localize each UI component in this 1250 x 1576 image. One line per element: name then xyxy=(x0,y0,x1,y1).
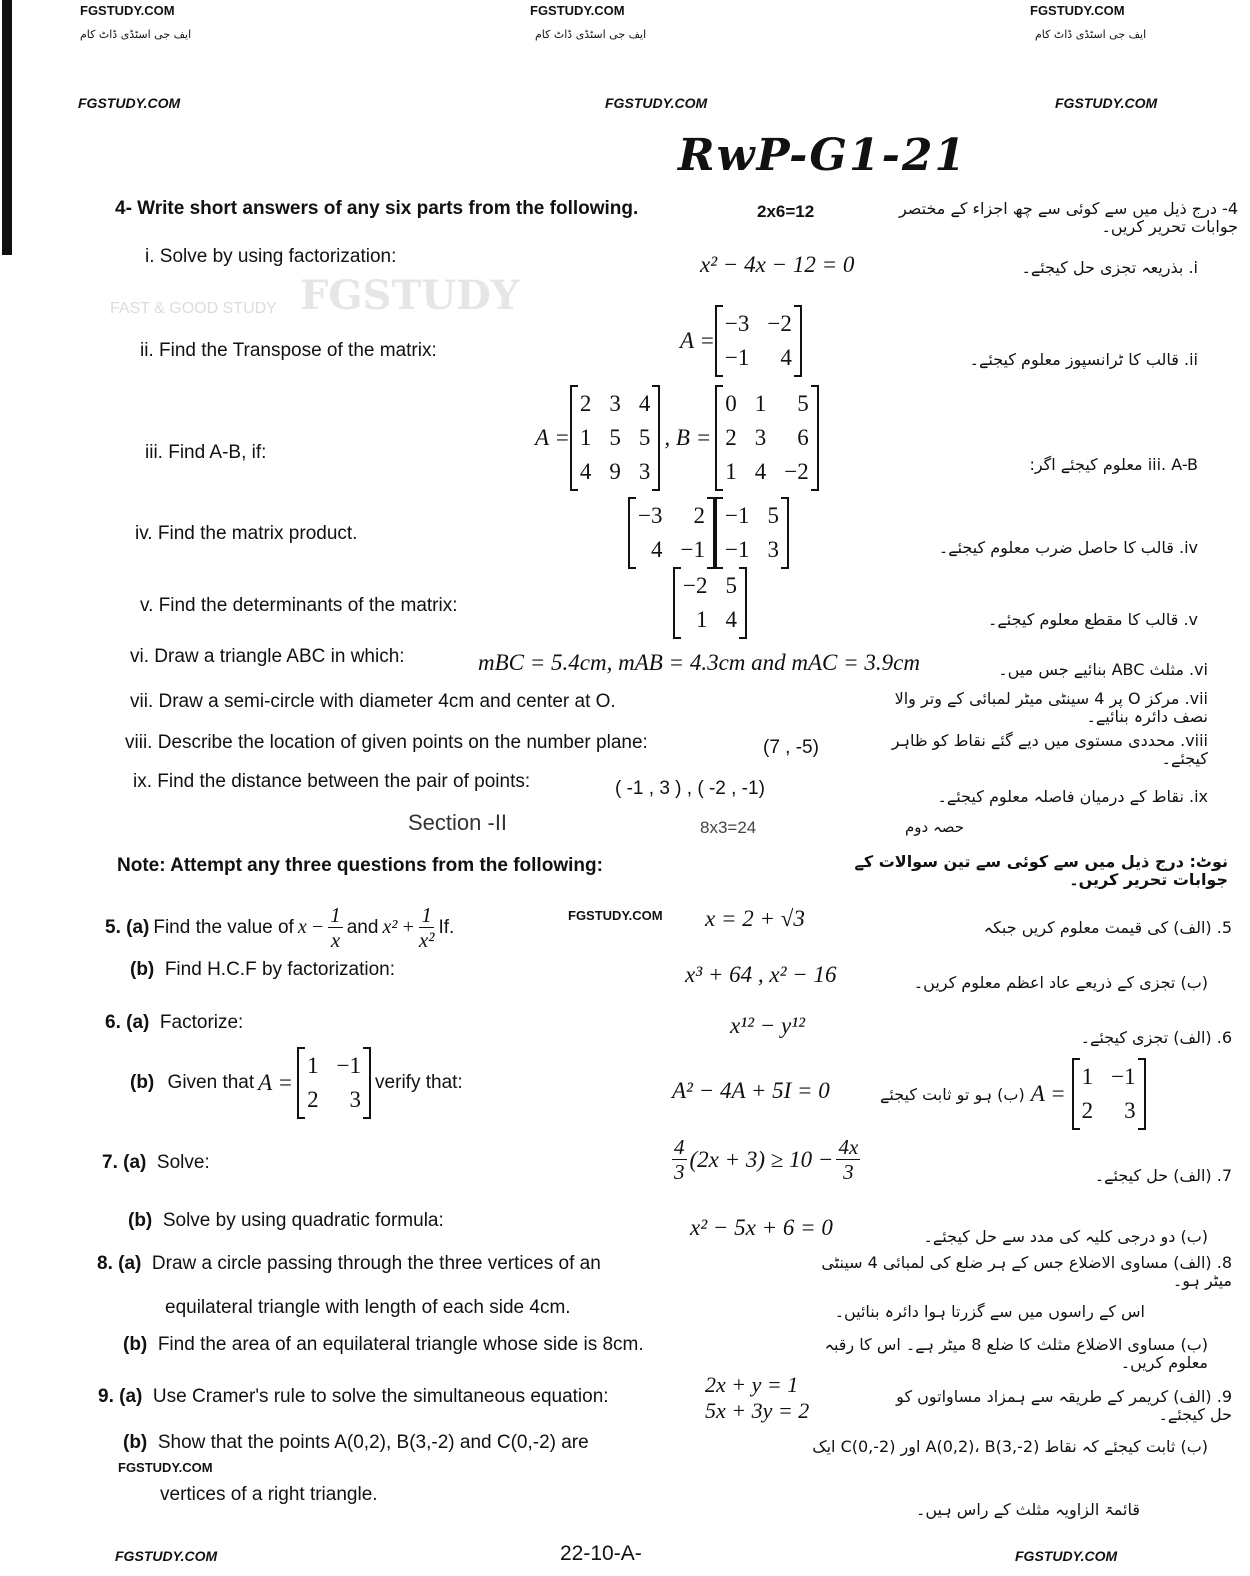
q4-v-text: v. Find the determinants of the matrix: xyxy=(140,595,458,616)
note-urdu: نوٹ: درج ذیل میں سے کوئی سے تین سوالات کے جوابات تحریر کریں۔ xyxy=(854,852,1228,889)
q6-a-urdu: 6. (الف) تجزی کیجئے۔ xyxy=(1080,1028,1232,1047)
matrix-right xyxy=(715,497,789,569)
header-watermark-right: FGSTUDY.COM xyxy=(1030,3,1125,18)
q4-iv-matrix-expr xyxy=(628,497,789,569)
q4-ii-text: ii. Find the Transpose of the matrix: xyxy=(140,340,437,361)
matrix-bracket xyxy=(1072,1058,1146,1130)
q5-a-number: 5. (a) xyxy=(105,916,150,938)
matrix-cell: 5 xyxy=(725,573,737,598)
matrix-cell: 2 xyxy=(693,503,705,528)
q4-v-matrix-expr xyxy=(673,567,747,639)
matrix-cell: 4 xyxy=(638,391,651,416)
if-text: If. xyxy=(438,916,455,938)
q6-b-math: A² − 4A + 5I = 0 xyxy=(672,1078,830,1103)
matrix-cell: 4 xyxy=(579,459,592,484)
matrix-cell: 3 xyxy=(349,1087,362,1112)
q8-b-urdu: (ب) مساوی الاضلاع مثلث کا ضلع 8 میٹر ہے۔ اس کا رقبہ معلوم کریں۔ xyxy=(824,1335,1208,1372)
q8-b-number: (b) xyxy=(123,1334,148,1355)
q9-a-number: 9. (a) xyxy=(98,1386,143,1407)
matrix xyxy=(673,567,747,639)
header-watermark-left: FGSTUDY.COM xyxy=(80,3,175,18)
matrix-left xyxy=(628,497,715,569)
header-urdu-center: ایف جی اسٹڈی ڈاٹ کام xyxy=(535,28,647,41)
scan-edge-mark xyxy=(2,0,12,255)
footer-code: 22-10-A- xyxy=(560,1542,642,1565)
matrix-cell: 5 xyxy=(609,425,621,450)
q6-b-urdu: (ب) ہو تو ثابت کیجئے xyxy=(880,1084,1025,1104)
matrix-cell: 4 xyxy=(725,607,737,632)
section-title: Section -II xyxy=(408,810,508,835)
inline-watermark: FGSTUDY.COM xyxy=(568,908,663,923)
q7-a-urdu: 7. (الف) حل کیجئے۔ xyxy=(1094,1166,1232,1185)
q7-b-math: x² − 5x + 6 = 0 xyxy=(690,1215,833,1240)
q7-a xyxy=(102,1152,210,1174)
q4-vi-math: mBC = 5.4cm, mAB = 4.3cm and mAC = 3.9cm xyxy=(478,650,920,675)
header-watermark-center: FGSTUDY.COM xyxy=(530,3,625,18)
matrix-cell: 0 xyxy=(725,391,737,416)
q4-ix-math: ( -1 , 3 ) , ( -2 , -1) xyxy=(615,778,765,799)
matrix-cell: 4 xyxy=(650,537,663,562)
q6-b-text: Given that xyxy=(167,1072,255,1093)
matrix-a xyxy=(715,305,802,377)
q4-viii-urdu: viii. محددی مستوی میں دیے گئے نقاط کو ظاہر کیجئے۔ xyxy=(891,731,1208,768)
matrix-cell: 1 xyxy=(725,459,737,484)
q9-eq1: 2x + y = 1 xyxy=(705,1372,799,1397)
matrix-label: A = xyxy=(680,328,715,353)
matrix-cell: 1 xyxy=(695,607,708,632)
q6-a-math: x¹² − y¹² xyxy=(730,1013,806,1038)
watermark-center: FGSTUDY.COM xyxy=(605,95,708,111)
q4-iii-matrix-expr xyxy=(535,385,819,491)
handwritten-paper-code: RwP-G1-21 xyxy=(678,130,968,181)
q5-b-urdu: (ب) تجزی کے ذریعے عاد اعظم معلوم کریں۔ xyxy=(913,973,1208,992)
matrix-cell: −1 xyxy=(724,503,750,528)
footer-watermark-right: FGSTUDY.COM xyxy=(1015,1548,1118,1564)
section-marks: 8x3=24 xyxy=(700,818,757,837)
q5-condition: x = 2 + √3 xyxy=(705,906,805,931)
matrix-cell: 3 xyxy=(767,537,779,562)
q4-i-math: x² − 4x − 12 = 0 xyxy=(700,252,855,277)
q5-a-text: Find the value of xyxy=(153,916,294,938)
matrix-label: A = xyxy=(258,1070,294,1095)
q4-i-urdu: i. بذریعہ تجزی حل کیجئے۔ xyxy=(1021,258,1198,277)
q9-b-urdu-cont: قائمۃ الزاویہ مثلث کے راس ہیں۔ xyxy=(915,1500,1140,1519)
q7-b-urdu: (ب) دو درجی کلیہ کی مدد سے حل کیجئے۔ xyxy=(923,1227,1208,1246)
numerator: 1 xyxy=(421,903,432,927)
q8-a-urdu-cont: اس کے راسوں میں سے گزرتا ہوا دائرہ بنائیں۔ xyxy=(834,1302,1145,1321)
q9-eq2: 5x + 3y = 2 xyxy=(705,1398,810,1423)
numerator: 4x xyxy=(838,1135,859,1159)
matrix-cell: −1 xyxy=(336,1053,362,1078)
matrix-cell: 2 xyxy=(307,1087,319,1112)
q5-b-number: (b) xyxy=(130,959,155,980)
q8-a xyxy=(97,1253,601,1275)
q4-i-text: i. Solve by using factorization: xyxy=(145,246,397,267)
matrix-cell: 2 xyxy=(579,391,592,416)
matrix-cell: 4 xyxy=(754,459,767,484)
q5-b xyxy=(130,959,395,981)
matrix-cell: 3 xyxy=(609,391,621,416)
matrix-cell: 2 xyxy=(725,425,737,450)
q9-a-text: Use Cramer's rule to solve the simultaneous equation: xyxy=(152,1386,609,1407)
q5-a-urdu: 5. (الف) کی قیمت معلوم کریں جبکہ xyxy=(983,918,1232,937)
q4-iii-urdu: iii. A-B معلوم کیجئے اگر: xyxy=(1029,455,1198,474)
matrix-cell: −3 xyxy=(724,311,750,336)
q4-vii-urdu: vii. مرکز O پر 4 سینٹی میٹر لمبائی کے وتر والا نصف دائرہ بنائیے۔ xyxy=(894,689,1208,726)
q4-marks: 2x6=12 xyxy=(757,202,815,221)
matrix-a-urdu xyxy=(1072,1058,1146,1130)
q4-iv-text: iv. Find the matrix product. xyxy=(135,523,358,544)
matrix-bracket xyxy=(715,305,802,377)
matrix-cell: −2 xyxy=(784,459,809,484)
q8-b-text: Find the area of an equilateral triangle whose side is 8cm. xyxy=(157,1334,644,1355)
q9-b-text: Show that the points A(0,2), B(3,-2) and C(0,-2) are xyxy=(157,1432,589,1453)
header-urdu-left: ایف جی اسٹڈی ڈاٹ کام xyxy=(80,28,192,41)
matrix-bracket xyxy=(297,1047,371,1119)
matrix-cell: 3 xyxy=(1124,1098,1136,1123)
numerator: 4 xyxy=(674,1135,685,1159)
matrix-cell: −1 xyxy=(724,537,750,562)
q4-ii-urdu: ii. قالب کا ٹرانسپوز معلوم کیجئے۔ xyxy=(969,350,1198,369)
matrix-cell: 1 xyxy=(579,425,592,450)
q4-title-urdu: 4- درج ذیل میں سے کوئی سے چھ اجزاء کے مختصر جوابات تحریر کریں۔ xyxy=(898,199,1238,236)
header-urdu-right: ایف جی اسٹڈی ڈاٹ کام xyxy=(1035,28,1147,41)
q8-b xyxy=(123,1334,644,1356)
q6-b-number: (b) xyxy=(130,1072,155,1093)
q4-vii-text: vii. Draw a semi-circle with diameter 4cm and center at O. xyxy=(130,691,616,712)
q6-a xyxy=(105,1012,243,1034)
var-x-squared: x² xyxy=(382,916,398,938)
q4-title: 4- Write short answers of any six parts from the following. xyxy=(115,198,639,219)
tagline-watermark: FAST & GOOD STUDY xyxy=(110,300,277,317)
matrix-b-label: , B = xyxy=(664,425,712,450)
matrix-cell: −1 xyxy=(724,345,750,370)
matrix-cell: 1 xyxy=(1081,1064,1094,1089)
q6-b-urdu-group xyxy=(880,1058,1146,1130)
matrix-cell: 1 xyxy=(754,391,767,416)
fraction-4-3 xyxy=(672,1135,687,1184)
q6-a-text: Factorize: xyxy=(159,1012,244,1033)
q9-b xyxy=(123,1432,589,1454)
matrix-cell: 5 xyxy=(638,425,651,450)
matrix-label: A = xyxy=(1030,1081,1066,1106)
q7-a-text: Solve: xyxy=(156,1152,210,1173)
matrix-cell: 4 xyxy=(780,345,792,370)
q7-b-text: Solve by using quadratic formula: xyxy=(162,1210,444,1231)
q9-a-urdu: 9. (الف) کریمر کے طریقہ سے ہمزاد مساواتوں کو حل کیجئے۔ xyxy=(896,1387,1232,1424)
inline-watermark: FGSTUDY.COM xyxy=(118,1460,213,1475)
q8-a-urdu: 8. (الف) مساوی الاضلاع جس کے ہر ضلع کی لمبائی 4 سینٹی میٹر ہو۔ xyxy=(821,1253,1232,1290)
q4-iii-text: iii. Find A-B, if: xyxy=(145,442,267,463)
matrix-cell: 9 xyxy=(609,459,621,484)
matrix-cell: 2 xyxy=(1081,1098,1094,1123)
inequality: (2x + 3) ≥ 10 − xyxy=(689,1146,834,1172)
matrix-cell: 5 xyxy=(797,391,809,416)
var-x: x xyxy=(297,916,307,938)
matrix-cell: 3 xyxy=(638,459,651,484)
verify-text: verify that: xyxy=(375,1072,463,1093)
q4-ix-text: ix. Find the distance between the pair of points: xyxy=(133,771,531,792)
q4-vi-text: vi. Draw a triangle ABC in which: xyxy=(130,646,405,667)
matrix-cell: −2 xyxy=(767,311,792,336)
q6-a-number: 6. (a) xyxy=(105,1012,150,1033)
matrix-bracket xyxy=(715,497,789,569)
numerator: 1 xyxy=(330,903,341,927)
q5-a xyxy=(105,903,454,952)
section-title-urdu: حصہ دوم xyxy=(905,818,965,836)
q7-b xyxy=(128,1210,444,1232)
matrix-bracket xyxy=(628,497,715,569)
q8-a-text-cont: equilateral triangle with length of each side 4cm. xyxy=(165,1297,571,1318)
q9-b-text-cont: vertices of a right triangle. xyxy=(160,1484,378,1505)
matrix-a xyxy=(570,385,661,491)
q8-a-text: Draw a circle passing through the three vertices of an xyxy=(151,1253,601,1274)
q9-b-number: (b) xyxy=(123,1432,148,1453)
denominator: 3 xyxy=(674,1160,685,1184)
minus-sign: − xyxy=(310,916,325,938)
q6-b xyxy=(130,1047,463,1119)
matrix-a xyxy=(297,1047,371,1119)
matrix-cell: 1 xyxy=(307,1053,319,1078)
q7-a-math xyxy=(672,1135,860,1184)
q9-b-urdu: (ب) ثابت کیجئے کہ نقاط A(0,2)، B(3,-2) اور C(0,-2) ایک xyxy=(812,1437,1208,1456)
matrix-cell: −1 xyxy=(1111,1064,1136,1089)
q4-vi-urdu: vi. مثلث ABC بنائیے جس میں۔ xyxy=(998,660,1208,679)
matrix-cell: −3 xyxy=(638,503,663,528)
matrix-cell: −2 xyxy=(683,573,708,598)
matrix-cell: 3 xyxy=(754,425,767,450)
matrix-bracket xyxy=(715,385,818,491)
q9-a xyxy=(98,1386,609,1408)
denominator: 3 xyxy=(843,1160,854,1184)
q4-ii-matrix-expr xyxy=(680,305,802,377)
fraction-1-over-x xyxy=(328,903,343,952)
fraction-1-over-x2 xyxy=(419,903,435,952)
fraction-4x-3 xyxy=(836,1135,860,1184)
watermark-right: FGSTUDY.COM xyxy=(1055,95,1158,111)
matrix-bracket xyxy=(570,385,661,491)
matrix-cell: 5 xyxy=(767,503,779,528)
q4-v-urdu: v. قالب کا مقطع معلوم کیجئے۔ xyxy=(988,610,1198,629)
denominator: x xyxy=(330,928,341,952)
q4-viii-text: viii. Describe the location of given points on the number plane: xyxy=(125,732,648,753)
footer-watermark-left: FGSTUDY.COM xyxy=(115,1548,218,1564)
denominator: x² xyxy=(418,928,435,952)
matrix-cell: −1 xyxy=(680,537,705,562)
matrix-b xyxy=(715,385,818,491)
note-text: Note: Attempt any three questions from the following: xyxy=(117,855,603,876)
watermark-left: FGSTUDY.COM xyxy=(78,95,181,111)
matrix-a-label: A = xyxy=(535,425,570,450)
q7-a-number: 7. (a) xyxy=(102,1152,147,1173)
q4-viii-math: (7 , -5) xyxy=(763,737,819,758)
q5-b-text: Find H.C.F by factorization: xyxy=(164,959,396,980)
q7-b-number: (b) xyxy=(128,1210,153,1231)
plus-sign: + xyxy=(401,916,415,938)
and-text: and xyxy=(346,916,379,938)
q8-a-number: 8. (a) xyxy=(97,1253,142,1274)
q4-ix-urdu: ix. نقاط کے درمیان فاصلہ معلوم کیجئے۔ xyxy=(937,787,1208,806)
q4-iv-urdu: iv. قالب کا حاصل ضرب معلوم کیجئے۔ xyxy=(938,538,1198,557)
brand-watermark: FGSTUDY xyxy=(300,272,520,319)
q5-b-math: x³ + 64 , x² − 16 xyxy=(685,962,837,987)
matrix-bracket xyxy=(673,567,747,639)
matrix-cell: 6 xyxy=(797,425,809,450)
